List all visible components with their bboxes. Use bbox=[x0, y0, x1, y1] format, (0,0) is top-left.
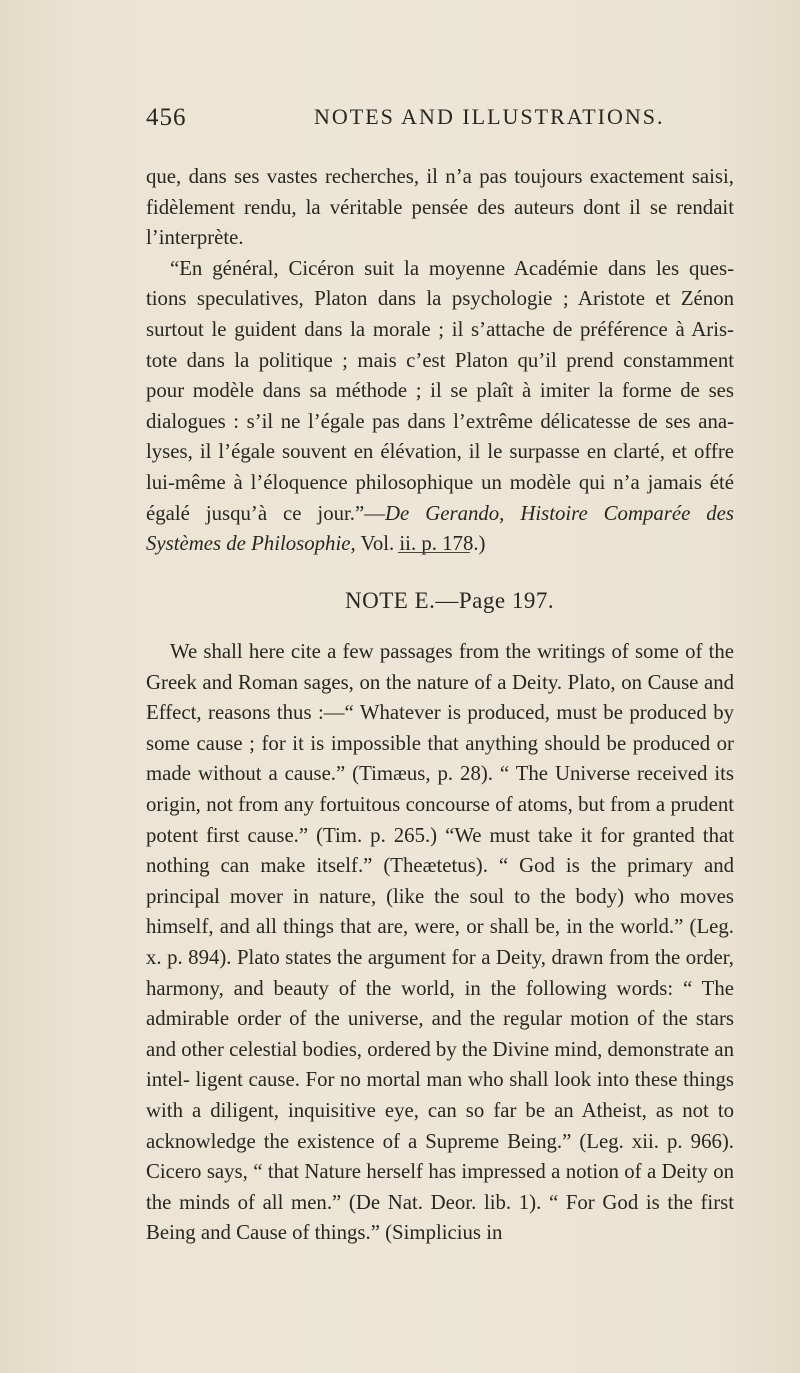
page-number: 456 bbox=[146, 104, 187, 131]
continued-paragraph: que, dans ses vastes recherches, il n’a pas toujours exactement saisi, fidèlement rendu, la véritable pensée des auteurs dont il se rendait l’interprète. bbox=[146, 165, 734, 250]
note-paragraph: We shall here cite a few passages from the writings of some of the Greek and Roman sages, on the nature of a Deity. Plato, on Cause and Effect, reasons thus :—“ Whatever is produced, must be produced by some cause ; for it is impossible that anything should be produced or made without a cause.” (Timæus, p. 28). “ The Universe received its origin, not from any fortuitous concourse of atoms, but from a prudent potent first cause.” (Tim. p. 265.) “We must take it for granted that nothing can make itself.” (Theætetus). “ God is the primary and principal mover in nature, (like the soul to the body) who moves himself, and all things that are, were, or shall be, in the world.” (Leg. x. p. 894). Plato states the argument for a Deity, drawn from the order, harmony, and beauty of the world, in the following words: “ The admirable order of the universe, and the regular motion of the stars and other celestial bodies, ordered by the Divine mind, demonstrate an intel- ligent cause. For no mortal man who shall look into these things with a diligent, inquisitive eye, can so far be an Atheist, as not to acknowledge the existence of a Supreme Being.” (Leg. xii. p. 966). Cicero says, “ that Nature herself has impressed a notion of a Deity on the minds of all men.” (De Nat. Deor. lib. 1). “ For God is the first Being and Cause of things.” (Simplicius in bbox=[146, 640, 734, 1245]
page-header bbox=[146, 104, 706, 144]
running-title: NOTES AND ILLUSTRATIONS. bbox=[314, 104, 665, 129]
citation-reference: Vol. ii. p. 178.) bbox=[355, 532, 486, 556]
citation-title: De Gerando, Histoire Comparée des Systèmes de Philosophie, bbox=[146, 501, 734, 556]
section-divider bbox=[398, 552, 470, 553]
french-quotation bbox=[146, 254, 734, 560]
quotation-text: “En général, Cicéron suit la moyenne Académie dans les ques- tions speculatives, Platon dans la psychologie ; Aristote et Zénon surtout le guident dans la morale ; il s’attache de préférence à Aris- tote dans la politique ; mais c’est Platon qu’il prend constamment pour modèle dans sa méthode ; il se plaît à imiter la forme de ses dialogues : s’il ne l’égale pas dans l’extrême délicatesse de ses ana- lyses, il l’égale souvent en élévation, il le surpasse en clarté, et offre lui-même à l’éloquence philosophique un modèle qui n’a jamais été égalé jusqu’à ce jour.”— bbox=[146, 256, 734, 525]
note-heading: NOTE E.—Page 197. bbox=[345, 588, 555, 613]
continued-passage bbox=[146, 162, 734, 560]
note-body bbox=[146, 637, 734, 1249]
